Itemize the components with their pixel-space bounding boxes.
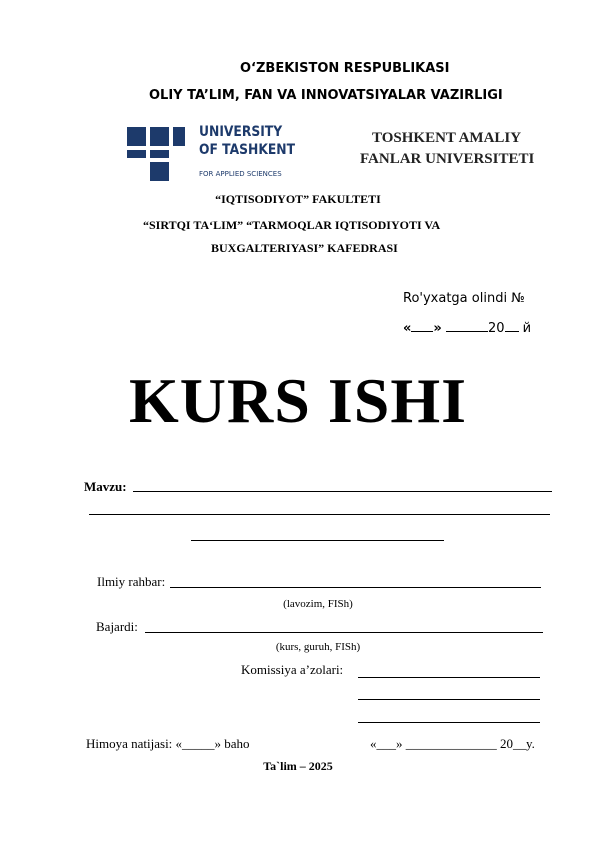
supervisor-hint: (lavozim, FISh) [283,598,353,610]
commission-label: Komissiya a’zolari: [241,662,344,677]
defense-date: «___» ______________ 20__y. [370,736,535,751]
author-label: Bajardi: [96,619,138,634]
supervisor-label: Ilmiy rahbar: [97,574,166,589]
author-hint: (kurs, guruh, FISh) [275,641,361,653]
country-title: O‘ZBEKISTON RESPUBLIKASI [240,61,450,76]
author-line [145,632,543,633]
logo-of-tashkent-text: OF TASHKENT [199,142,296,158]
ministry-title: OLIY TA’LIM, FAN VA INNOVATSIYALAR VAZIRLIGI [149,88,503,103]
faculty-name: “IQTISODIYOT” FAKULTETI [215,192,381,206]
topic-line-3 [191,540,444,541]
commission-line-2 [358,699,540,700]
commission-line-3 [358,722,540,723]
department-name-line1: “SIRTQI TA‘LIM” “TARMOQLAR IQTISODIYOTI VA [143,218,441,232]
topic-line-2 [89,514,550,515]
footer-year: Ta`lim – 2025 [263,759,333,773]
logo-university-text: UNIVERSITY [199,124,283,140]
logo-applied-sciences-text: FOR APPLIED SCIENCES [199,170,282,178]
university-name-line1: TOSHKENT AMALIY [372,130,522,146]
department-name-line2: BUXGALTERIYASI” KAFEDRASI [211,241,398,255]
registration-date: « » 20 й [403,321,532,336]
university-name-line2: FANLAR UNIVERSITETI [360,151,535,167]
document-title: KURS ISHI [129,365,467,436]
supervisor-line [170,587,541,588]
commission-line-1 [358,677,540,678]
defense-result: Himoya natijasi: «_____» baho [86,736,250,751]
topic-label: Mavzu: [84,479,127,494]
topic-line-1 [133,491,552,492]
registration-label: Ro'yxatga olindi № [403,291,525,306]
